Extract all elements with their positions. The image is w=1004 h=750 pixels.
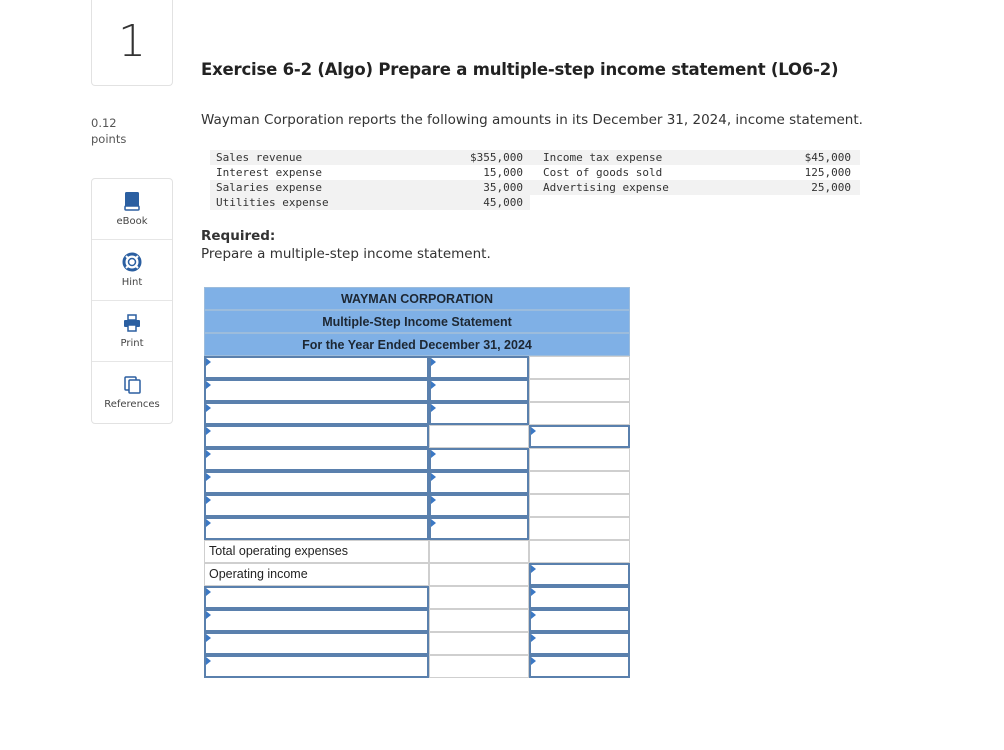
amount-label: Utilities expense <box>216 196 329 209</box>
dropdown-arrow-icon <box>206 519 211 527</box>
statement-empty-cell <box>429 632 529 655</box>
dropdown-arrow-icon <box>531 427 536 435</box>
statement-label-input[interactable] <box>204 402 429 425</box>
statement-empty-cell <box>529 402 630 425</box>
dropdown-arrow-icon <box>431 404 436 412</box>
statement-label-input[interactable] <box>204 632 429 655</box>
ebook-label: eBook <box>116 216 148 227</box>
amount-label: Salaries expense <box>216 181 322 194</box>
statement-label-input[interactable] <box>204 471 429 494</box>
dropdown-arrow-icon <box>531 565 536 573</box>
printer-icon <box>122 313 142 333</box>
ebook-button[interactable] <box>92 179 172 240</box>
statement-empty-cell <box>529 379 630 402</box>
points-label: points <box>91 132 127 146</box>
dropdown-arrow-icon <box>206 634 211 642</box>
statement-amount-input[interactable] <box>429 379 529 402</box>
statement-amount-input[interactable] <box>429 471 529 494</box>
dropdown-arrow-icon <box>206 657 211 665</box>
statement-empty-cell <box>529 517 630 540</box>
statement-name: Multiple-Step Income Statement <box>204 310 630 333</box>
statement-empty-cell <box>429 655 529 678</box>
dropdown-arrow-icon <box>431 519 436 527</box>
statement-label-input[interactable] <box>204 517 429 540</box>
dropdown-arrow-icon <box>206 611 211 619</box>
print-label: Print <box>120 338 144 349</box>
dropdown-arrow-icon <box>206 450 211 458</box>
statement-total-input[interactable] <box>529 425 630 448</box>
statement-empty-cell <box>429 540 529 563</box>
hint-button[interactable] <box>92 240 172 301</box>
tools-panel <box>91 178 173 424</box>
dropdown-arrow-icon <box>431 473 436 481</box>
statement-empty-cell <box>529 356 630 379</box>
statement-total-input[interactable] <box>529 586 630 609</box>
statement-empty-cell <box>429 586 529 609</box>
statement-empty-cell <box>529 540 630 563</box>
statement-empty-cell <box>529 471 630 494</box>
dropdown-arrow-icon <box>206 496 211 504</box>
statement-total-input[interactable] <box>529 609 630 632</box>
amount-value: 25,000 <box>811 181 851 194</box>
statement-amount-input[interactable] <box>429 448 529 471</box>
amount-value: $45,000 <box>804 151 851 164</box>
points-value: 0.12 <box>91 116 117 130</box>
required-text: Prepare a multiple-step income statement. <box>201 246 491 262</box>
dropdown-arrow-icon <box>206 427 211 435</box>
statement-empty-cell <box>529 494 630 517</box>
statement-period: For the Year Ended December 31, 2024 <box>204 333 630 356</box>
statement-empty-cell <box>429 425 529 448</box>
book-icon <box>123 191 141 211</box>
amount-label: Sales revenue <box>216 151 303 164</box>
amount-label: Income tax expense <box>543 151 663 164</box>
lifebuoy-icon <box>122 252 142 272</box>
statement-label-input[interactable] <box>204 494 429 517</box>
amount-value: 45,000 <box>483 196 523 209</box>
statement-label-input[interactable] <box>204 356 429 379</box>
statement-amount-input[interactable] <box>429 494 529 517</box>
amount-label: Cost of goods sold <box>543 166 663 179</box>
statement-label-input[interactable] <box>204 609 429 632</box>
print-button[interactable] <box>92 301 172 362</box>
amount-label: Interest expense <box>216 166 322 179</box>
hint-label: Hint <box>121 277 143 288</box>
statement-empty-cell <box>429 563 529 586</box>
required-section <box>201 227 491 263</box>
statement-label-input[interactable] <box>204 379 429 402</box>
question-number: 1 <box>91 0 173 86</box>
statement-amount-input[interactable] <box>429 517 529 540</box>
dropdown-arrow-icon <box>206 404 211 412</box>
statement-label-input[interactable] <box>204 448 429 471</box>
dropdown-arrow-icon <box>431 496 436 504</box>
exercise-title: Exercise 6-2 (Algo) Prepare a multiple-step income statement (LO6-2) <box>201 60 839 79</box>
statement-empty-cell <box>529 448 630 471</box>
statement-amount-input[interactable] <box>429 402 529 425</box>
amounts-table <box>210 150 860 208</box>
amount-label: Advertising expense <box>543 181 669 194</box>
statement-amount-input[interactable] <box>429 356 529 379</box>
dropdown-arrow-icon <box>531 611 536 619</box>
dropdown-arrow-icon <box>206 358 211 366</box>
amount-value: 35,000 <box>483 181 523 194</box>
statement-company: WAYMAN CORPORATION <box>204 287 630 310</box>
exercise-intro: Wayman Corporation reports the following amounts in its December 31, 2024, income statement. <box>201 112 863 128</box>
amount-value: 15,000 <box>483 166 523 179</box>
dropdown-arrow-icon <box>206 381 211 389</box>
statement-total-input[interactable] <box>529 563 630 586</box>
operating-income-label: Operating income <box>204 563 429 586</box>
amount-value: 125,000 <box>804 166 851 179</box>
references-label: References <box>104 399 160 410</box>
dropdown-arrow-icon <box>531 588 536 596</box>
statement-total-input[interactable] <box>529 632 630 655</box>
statement-total-input[interactable] <box>529 655 630 678</box>
statement-empty-cell <box>429 609 529 632</box>
dropdown-arrow-icon <box>431 450 436 458</box>
copy-icon <box>122 374 142 394</box>
dropdown-arrow-icon <box>531 657 536 665</box>
statement-label-input[interactable] <box>204 425 429 448</box>
amount-value: $355,000 <box>470 151 523 164</box>
dropdown-arrow-icon <box>531 634 536 642</box>
total-operating-expenses-label: Total operating expenses <box>204 540 429 563</box>
required-heading: Required: <box>201 228 276 244</box>
points-info <box>91 115 126 147</box>
dropdown-arrow-icon <box>431 381 436 389</box>
dropdown-arrow-icon <box>206 588 211 596</box>
references-button[interactable] <box>92 362 172 423</box>
statement-label-input[interactable] <box>204 586 429 609</box>
dropdown-arrow-icon <box>206 473 211 481</box>
statement-label-input[interactable] <box>204 655 429 678</box>
dropdown-arrow-icon <box>431 358 436 366</box>
